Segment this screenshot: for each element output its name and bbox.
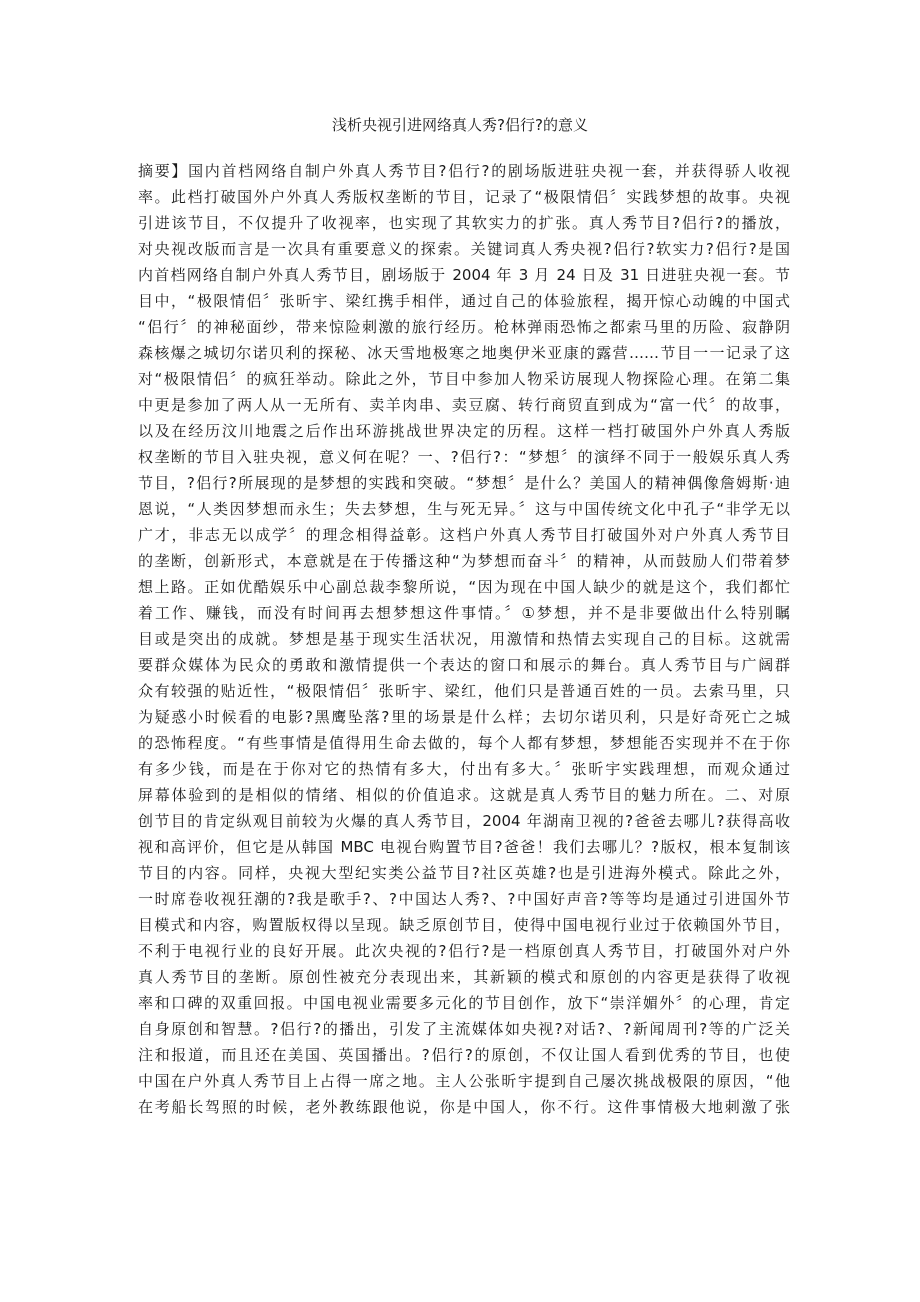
body-line: 的垄断，创新形式，本意就是在于传播这种“为梦想而奋斗〞的精神，从而鼓励人们带着梦 xyxy=(138,552,790,570)
body-line: 一时席卷收视狂潮的?我是歌手?、?中国达人秀?、?中国好声音?等等均是通过引进国外节 xyxy=(138,890,790,908)
body-line: 中更是参加了两人从一无所有、卖羊肉串、卖豆腐、转行商贸直到成为“富一代〞的故事， xyxy=(138,396,790,414)
body-line: 广才，非志无以成学〞的理念相得益彰。这档户外真人秀节目打破国外对户外真人秀节目 xyxy=(138,526,790,544)
body-line: 众有较强的贴近性，“极限情侣〞张昕宇、梁红，他们只是普通百姓的一员。去索马里，只 xyxy=(138,682,790,700)
body-line: 注和报道，而且还在美国、英国播出。?侣行?的原创，不仅让国人看到优秀的节目，也使 xyxy=(138,1046,790,1064)
body-line: 视和高评价，但它是从韩国 MBC 电视台购置节目?爸爸！我们去哪儿？?版权，根本复制该 xyxy=(138,838,790,856)
body-line: “侣行〞的神秘面纱，带来惊险刺激的旅行经历。枪林弹雨恐怖之都索马里的历险、寂静阴 xyxy=(138,318,790,336)
body-line: 引进该节目，不仅提升了收视率，也实现了其软实力的扩张。真人秀节目?侣行?的播放， xyxy=(138,214,790,232)
body-line: 自身原创和智慧。?侣行?的播出，引发了主流媒体如央视?对话?、?新闻周刊?等的广泛关 xyxy=(138,1020,790,1038)
body-line: 摘要】国内首档网络自制户外真人秀节目?侣行?的剧场版进驻央视一套，并获得骄人收视 xyxy=(138,162,790,180)
body-line: 以及在经历汶川地震之后作出环游挑战世界决定的历程。这样一档打破国外户外真人秀版 xyxy=(138,422,790,440)
body-line: 节目，?侣行?所展现的是梦想的实践和突破。“梦想〞是什么？美国人的精神偶像詹姆斯·迪 xyxy=(138,474,790,492)
body-line: 目中，“极限情侣〞张昕宇、梁红携手相伴，通过自己的体验旅程，揭开惊心动魄的中国式 xyxy=(138,292,790,310)
document-title: 浅析央视引进网络真人秀?侣行?的意义 xyxy=(332,116,588,134)
body-line: 节目的内容。同样，央视大型纪实类公益节目?社区英雄?也是引进海外模式。除此之外， xyxy=(138,864,790,882)
body-line: 屏幕体验到的是相似的情绪、相似的价值追求。这就是真人秀节目的魅力所在。二、对原 xyxy=(138,786,790,804)
body-line: 目或是突出的成就。梦想是基于现实生活状况，用激情和热情去实现自己的目标。这就需 xyxy=(138,630,790,648)
body-line: 对央视改版而言是一次具有重要意义的探索。关键词真人秀央视?侣行?软实力?侣行?是国 xyxy=(138,240,790,258)
body-line: 目模式和内容，购置版权得以呈现。缺乏原创节目，使得中国电视行业过于依赖国外节目， xyxy=(138,916,790,934)
body-line: 中国在户外真人秀节目上占得一席之地。主人公张昕宇提到自己屡次挑战极限的原因，“他 xyxy=(138,1072,790,1090)
body-line: 权垄断的节目入驻央视，意义何在呢？一、?侣行?：“梦想〞的演绎不同于一般娱乐真人秀 xyxy=(138,448,790,466)
body-line: 想上路。正如优酷娱乐中心副总裁李黎所说，“因为现在中国人缺少的就是这个，我们都忙 xyxy=(138,578,790,596)
body-line: 不利于电视行业的良好开展。此次央视的?侣行?是一档原创真人秀节目，打破国外对户外 xyxy=(138,942,790,960)
body-line: 真人秀节目的垄断。原创性被充分表现出来，其新颖的模式和原创的内容更是获得了收视 xyxy=(138,968,790,986)
body-line: 在考船长驾照的时候，老外教练跟他说，你是中国人，你不行。这件事情极大地刺激了张 xyxy=(138,1098,790,1116)
body-line: 内首档网络自制户外真人秀节目，剧场版于 2004 年 3 月 24 日及 31 日进驻央视一套。节 xyxy=(138,266,790,284)
body-line: 森核爆之城切尔诺贝利的探秘、冰天雪地极寒之地奥伊米亚康的露营……节目一一记录了这 xyxy=(138,344,790,362)
body-line: 有多少钱，而是在于你对它的热情有多大，付出有多大。〞张昕宇实践理想，而观众通过 xyxy=(138,760,790,778)
body-line: 创节目的肯定纵观目前较为火爆的真人秀节目，2004 年湖南卫视的?爸爸去哪儿?获得高收 xyxy=(138,812,790,830)
body-line: 为疑惑小时候看的电影?黑鹰坠落?里的场景是什么样；去切尔诺贝利，只是好奇死亡之城 xyxy=(138,708,790,726)
body-line: 对“极限情侣〞的疯狂举动。除此之外，节目中参加人物采访展现人物探险心理。在第二集 xyxy=(138,370,790,388)
body-line: 要群众媒体为民众的勇敢和激情提供一个表达的窗口和展示的舞台。真人秀节目与广阔群 xyxy=(138,656,790,674)
document-body xyxy=(138,158,790,1120)
body-line: 的恐怖程度。“有些事情是值得用生命去做的，每个人都有梦想，梦想能否实现并不在于你 xyxy=(138,734,790,752)
body-line: 率和口碑的双重回报。中国电视业需要多元化的节目创作，放下“崇洋媚外〞的心理，肯定 xyxy=(138,994,790,1012)
body-line: 恩说，“人类因梦想而永生；失去梦想，生与死无异。〞这与中国传统文化中孔子“非学无以 xyxy=(138,500,790,518)
body-line: 率。此档打破国外户外真人秀版权垄断的节目，记录了“极限情侣〞实践梦想的故事。央视 xyxy=(138,188,790,206)
body-line: 着工作、赚钱，而没有时间再去想梦想这件事情。〞①梦想，并不是非要做出什么特别瞩 xyxy=(138,604,790,622)
